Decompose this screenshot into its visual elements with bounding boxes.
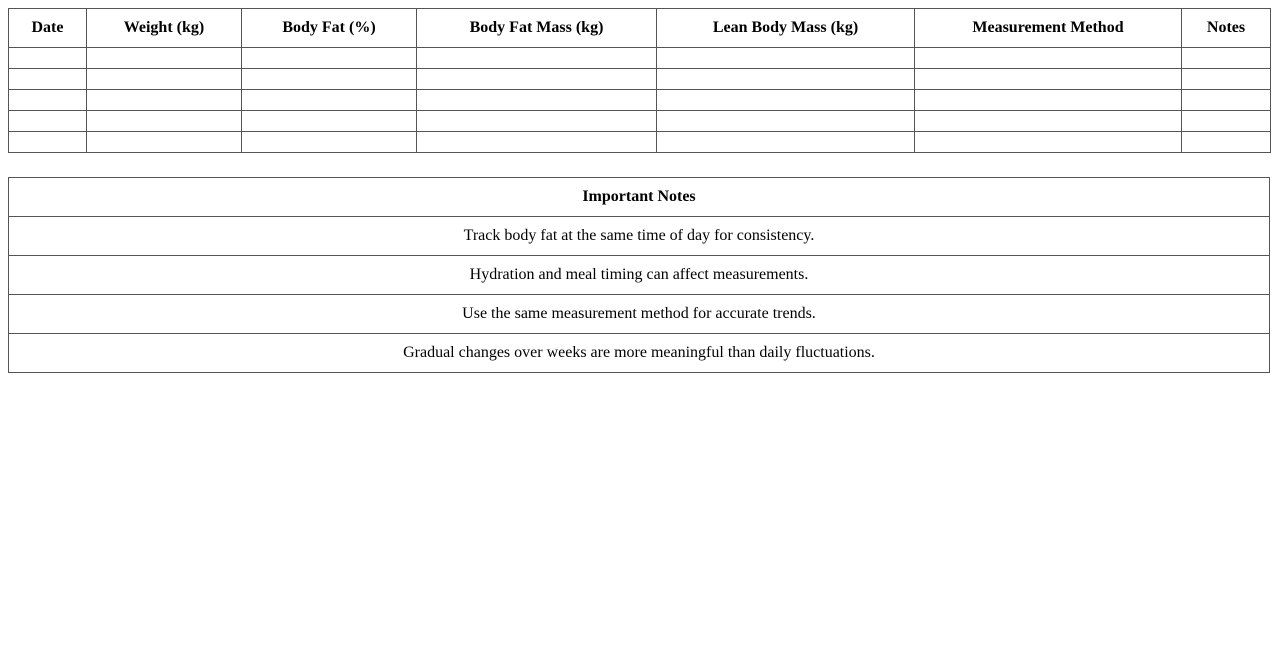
table-cell [9,111,87,132]
table-cell [417,111,657,132]
note-item: Gradual changes over weeks are more meaningful than daily fluctuations. [9,334,1270,373]
column-header-measurement-method: Measurement Method [915,9,1182,48]
table-cell [9,132,87,153]
column-header-body-fat-mass: Body Fat Mass (kg) [417,9,657,48]
table-cell [417,132,657,153]
column-header-body-fat-percent: Body Fat (%) [242,9,417,48]
table-row [9,48,1271,69]
table-cell [417,48,657,69]
table-cell [915,111,1182,132]
table-cell [242,132,417,153]
table-cell [1182,69,1271,90]
table-cell [242,48,417,69]
table-cell [1182,90,1271,111]
table-cell [417,90,657,111]
table-row [9,69,1271,90]
table-cell [87,90,242,111]
notes-row [9,256,1270,295]
table-cell [242,69,417,90]
table-cell [9,90,87,111]
table-cell [9,69,87,90]
table-cell [87,111,242,132]
table-cell [242,90,417,111]
notes-title: Important Notes [9,178,1270,217]
notes-header-row [9,178,1270,217]
notes-row [9,295,1270,334]
column-header-notes: Notes [1182,9,1271,48]
table-cell [657,69,915,90]
table-row [9,111,1271,132]
table-cell [1182,111,1271,132]
note-item: Hydration and meal timing can affect measurements. [9,256,1270,295]
column-header-weight: Weight (kg) [87,9,242,48]
notes-row [9,217,1270,256]
table-cell [915,90,1182,111]
table-cell [657,90,915,111]
important-notes-table [8,177,1270,373]
table-cell [1182,48,1271,69]
table-cell [87,48,242,69]
table-cell [657,132,915,153]
table-cell [87,69,242,90]
table-cell [915,132,1182,153]
note-item: Use the same measurement method for accurate trends. [9,295,1270,334]
table-cell [915,69,1182,90]
note-item: Track body fat at the same time of day for consistency. [9,217,1270,256]
table-row [9,90,1271,111]
table-cell [657,111,915,132]
table-cell [657,48,915,69]
table-cell [915,48,1182,69]
body-fat-tracking-table [8,8,1271,153]
table-cell [1182,132,1271,153]
table-cell [9,48,87,69]
table-cell [242,111,417,132]
column-header-date: Date [9,9,87,48]
table-header-row [9,9,1271,48]
column-header-lean-body-mass: Lean Body Mass (kg) [657,9,915,48]
notes-row [9,334,1270,373]
table-cell [417,69,657,90]
table-row [9,132,1271,153]
table-cell [87,132,242,153]
